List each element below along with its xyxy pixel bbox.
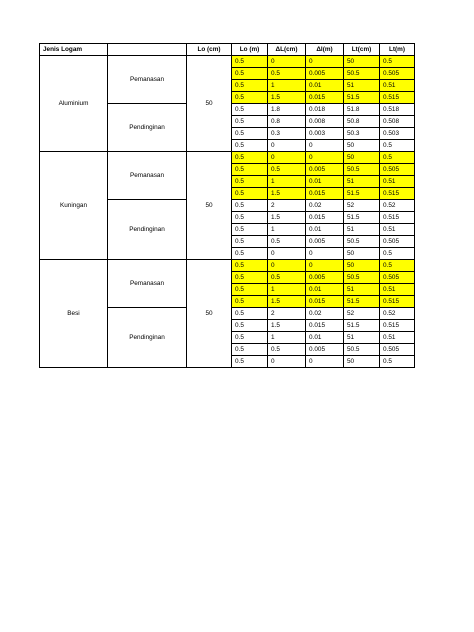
header-blank [108,44,187,56]
cell-delta-l-cm: 0.5 [268,68,306,80]
cell-lt-m: 0.505 [380,236,415,248]
cell-lt-m: 0.5 [380,356,415,368]
cell-delta-l-m: 0.015 [306,188,344,200]
cell-delta-l-m: 0 [306,152,344,164]
cell-delta-l-m: 0.015 [306,320,344,332]
cell-delta-l-cm: 1.5 [268,320,306,332]
cell-lo-m: 0.5 [232,260,268,272]
cell-lt-cm: 50 [344,140,380,152]
metal-name: Kuningan [40,152,108,260]
cell-lt-m: 0.505 [380,272,415,284]
cell-lo-m: 0.5 [232,68,268,80]
cell-lt-cm: 51 [344,284,380,296]
cell-lt-cm: 50.5 [344,164,380,176]
cell-lt-cm: 51.5 [344,320,380,332]
cell-lt-m: 0.51 [380,176,415,188]
cell-lt-cm: 50 [344,260,380,272]
cell-lo-m: 0.5 [232,56,268,68]
cell-lo-m: 0.5 [232,356,268,368]
header-lt-m: Lt(m) [380,44,415,56]
cell-delta-l-m: 0.005 [306,164,344,176]
cell-delta-l-m: 0.02 [306,200,344,212]
cell-delta-l-cm: 1.5 [268,92,306,104]
process-name: Pemanasan [108,56,187,104]
cell-lt-m: 0.505 [380,344,415,356]
cell-delta-l-m: 0.005 [306,236,344,248]
cell-delta-l-cm: 1 [268,176,306,188]
cell-delta-l-cm: 1 [268,224,306,236]
cell-lt-cm: 51.5 [344,212,380,224]
cell-lo-m: 0.5 [232,224,268,236]
cell-delta-l-cm: 0 [268,56,306,68]
cell-lo-m: 0.5 [232,320,268,332]
cell-lt-m: 0.52 [380,308,415,320]
cell-lt-cm: 50 [344,356,380,368]
header-row [40,44,415,56]
cell-lt-m: 0.5 [380,152,415,164]
cell-lo-m: 0.5 [232,128,268,140]
cell-lt-m: 0.515 [380,212,415,224]
cell-delta-l-cm: 1.5 [268,188,306,200]
cell-delta-l-m: 0.018 [306,104,344,116]
cell-delta-l-m: 0.01 [306,176,344,188]
cell-lt-cm: 50.3 [344,128,380,140]
cell-lt-m: 0.515 [380,320,415,332]
cell-delta-l-m: 0.005 [306,68,344,80]
process-name: Pendinginan [108,308,187,368]
header-delta-l-m: Δl(m) [306,44,344,56]
cell-lt-m: 0.51 [380,332,415,344]
cell-delta-l-cm: 0.5 [268,272,306,284]
cell-delta-l-m: 0 [306,356,344,368]
cell-lo-m: 0.5 [232,236,268,248]
cell-lo-m: 0.5 [232,284,268,296]
cell-delta-l-cm: 1.5 [268,212,306,224]
cell-lt-cm: 51 [344,176,380,188]
cell-lt-cm: 51 [344,332,380,344]
header-lt-cm: Lt(cm) [344,44,380,56]
cell-lo-m: 0.5 [232,164,268,176]
cell-delta-l-m: 0 [306,260,344,272]
cell-lt-cm: 51.8 [344,104,380,116]
cell-lo-m: 0.5 [232,200,268,212]
cell-lt-cm: 50 [344,248,380,260]
cell-lt-cm: 52 [344,308,380,320]
cell-lt-cm: 50.5 [344,272,380,284]
cell-lt-cm: 50.8 [344,116,380,128]
cell-lt-cm: 50 [344,56,380,68]
cell-lo-m: 0.5 [232,152,268,164]
cell-delta-l-m: 0 [306,56,344,68]
cell-delta-l-cm: 2 [268,308,306,320]
cell-delta-l-cm: 1 [268,80,306,92]
cell-delta-l-m: 0.01 [306,332,344,344]
cell-lt-cm: 50.5 [344,236,380,248]
cell-delta-l-cm: 0 [268,140,306,152]
process-name: Pemanasan [108,152,187,200]
cell-lo-m: 0.5 [232,80,268,92]
cell-delta-l-cm: 0.8 [268,116,306,128]
cell-delta-l-cm: 0.3 [268,128,306,140]
cell-lt-cm: 51.5 [344,296,380,308]
cell-delta-l-cm: 0 [268,248,306,260]
cell-lt-cm: 51 [344,80,380,92]
cell-lt-m: 0.5 [380,140,415,152]
cell-delta-l-m: 0.01 [306,224,344,236]
cell-delta-l-m: 0.003 [306,128,344,140]
cell-lt-m: 0.508 [380,116,415,128]
cell-lo-m: 0.5 [232,332,268,344]
process-name: Pendinginan [108,104,187,152]
cell-lo-m: 0.5 [232,212,268,224]
cell-lt-cm: 52 [344,200,380,212]
cell-delta-l-cm: 0 [268,152,306,164]
cell-lt-m: 0.505 [380,164,415,176]
cell-lo-m: 0.5 [232,344,268,356]
cell-lo-m: 0.5 [232,308,268,320]
cell-lt-cm: 51.5 [344,188,380,200]
cell-lt-m: 0.515 [380,188,415,200]
cell-lt-m: 0.5 [380,56,415,68]
header-lo-cm: Lo (cm) [187,44,232,56]
cell-delta-l-m: 0.015 [306,212,344,224]
cell-delta-l-cm: 1 [268,332,306,344]
lo-cm-value: 50 [187,56,232,152]
cell-lt-m: 0.5 [380,248,415,260]
cell-lo-m: 0.5 [232,188,268,200]
cell-delta-l-cm: 0.5 [268,344,306,356]
cell-delta-l-m: 0.015 [306,296,344,308]
cell-lt-m: 0.5 [380,260,415,272]
cell-delta-l-m: 0.008 [306,116,344,128]
cell-delta-l-cm: 0.5 [268,164,306,176]
cell-lo-m: 0.5 [232,104,268,116]
cell-lt-m: 0.515 [380,296,415,308]
cell-delta-l-cm: 0.5 [268,236,306,248]
cell-lo-m: 0.5 [232,92,268,104]
cell-lt-m: 0.503 [380,128,415,140]
cell-delta-l-cm: 0 [268,356,306,368]
table-row [40,260,415,272]
process-name: Pendinginan [108,200,187,260]
table-row [40,56,415,68]
cell-lo-m: 0.5 [232,248,268,260]
cell-lo-m: 0.5 [232,296,268,308]
cell-lt-cm: 50 [344,152,380,164]
cell-lt-m: 0.515 [380,92,415,104]
cell-lt-m: 0.52 [380,200,415,212]
cell-lt-m: 0.51 [380,224,415,236]
header-delta-l-cm: ΔL(cm) [268,44,306,56]
cell-delta-l-m: 0.01 [306,80,344,92]
cell-lt-cm: 50.5 [344,344,380,356]
cell-delta-l-cm: 0 [268,260,306,272]
data-table [39,43,415,368]
cell-delta-l-m: 0.005 [306,344,344,356]
lo-cm-value: 50 [187,152,232,260]
cell-lo-m: 0.5 [232,176,268,188]
metal-name: Aluminium [40,56,108,152]
header-lo-m: Lo (m) [232,44,268,56]
header-jenis-logam: Jenis Logam [40,44,108,56]
cell-lo-m: 0.5 [232,140,268,152]
cell-delta-l-m: 0.005 [306,272,344,284]
cell-delta-l-cm: 2 [268,200,306,212]
cell-delta-l-cm: 1.5 [268,296,306,308]
cell-lt-m: 0.51 [380,80,415,92]
table-row [40,152,415,164]
cell-delta-l-cm: 1 [268,284,306,296]
metal-name: Besi [40,260,108,368]
cell-lt-m: 0.505 [380,68,415,80]
cell-delta-l-cm: 1.8 [268,104,306,116]
lo-cm-value: 50 [187,260,232,368]
cell-lo-m: 0.5 [232,116,268,128]
cell-lt-m: 0.51 [380,284,415,296]
cell-delta-l-m: 0 [306,140,344,152]
cell-lt-cm: 51.5 [344,92,380,104]
cell-lt-cm: 51 [344,224,380,236]
cell-delta-l-m: 0.01 [306,284,344,296]
cell-delta-l-m: 0 [306,248,344,260]
cell-lt-m: 0.518 [380,104,415,116]
cell-lo-m: 0.5 [232,272,268,284]
cell-delta-l-m: 0.015 [306,92,344,104]
cell-delta-l-m: 0.02 [306,308,344,320]
cell-lt-cm: 50.5 [344,68,380,80]
process-name: Pemanasan [108,260,187,308]
